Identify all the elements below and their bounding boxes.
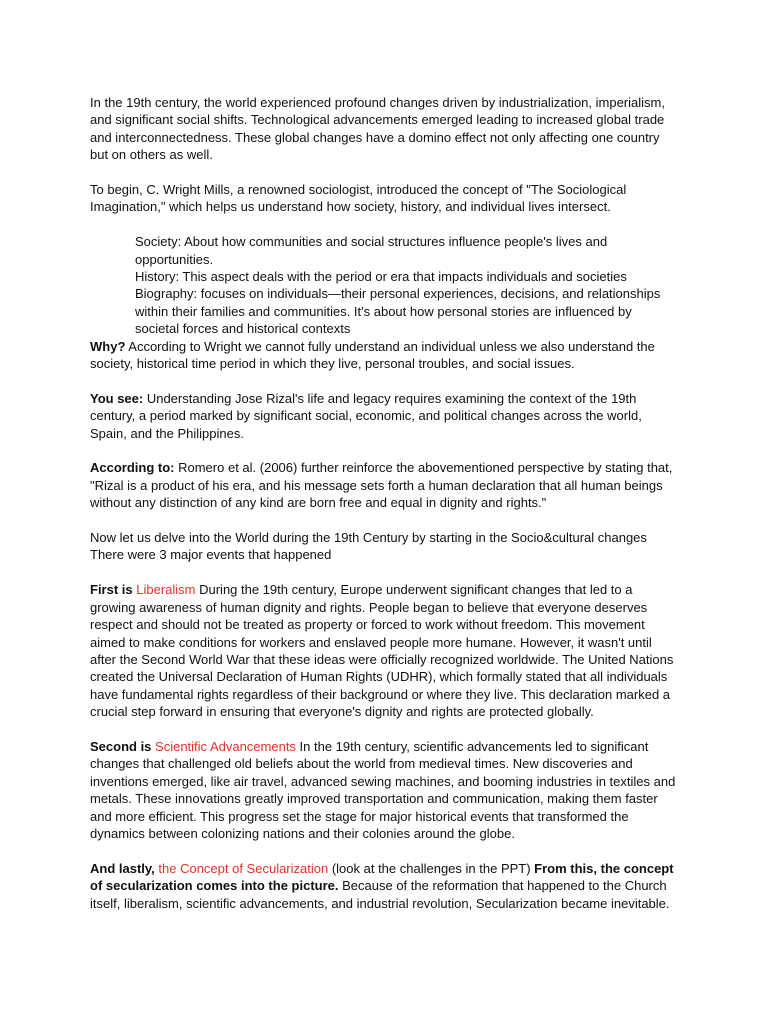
paragraph-according (90, 459, 678, 511)
secularization-text: Because of the reformation that happened to the Church itself, liberalism, scientific advancements, and industrial revolution, Secularization became inevitable. (90, 878, 670, 911)
list-item-history: History: This aspect deals with the period or era that impacts individuals and societies (135, 269, 627, 285)
you-see-label: You see: (90, 390, 144, 406)
paragraph-you-see (90, 390, 678, 442)
you-see-text: Understanding Jose Rizal's life and legacy requires examining the context of the 19th century, a period marked by significant social, economic, and political changes across the world, Spain, and the Philippines. (90, 390, 642, 441)
secularization-bold: From this, the concept of secularization comes into the picture. (90, 860, 674, 894)
paragraph-secularization (90, 860, 678, 912)
paragraph-mills: To begin, C. Wright Mills, a renowned sociologist, introduced the concept of "The Sociological Imagination," which helps us understand how society, history, and individual lives intersect. (90, 182, 627, 215)
list-item-biography: Biography: focuses on individuals—their personal experiences, decisions, and relationships within their families and communities. It's about how personal stories are influenced by societal forces and historical contexts (135, 286, 661, 337)
second-label: Second is (90, 738, 156, 754)
paragraph-scientific (90, 738, 678, 842)
paragraph-liberalism (90, 581, 678, 720)
paragraph-intro: In the 19th century, the world experienced profound changes driven by industrialization, imperialism, and significant social shifts. Technological advancements emerged leading to increased global trade and interconnectedness. These global changes have a domino effect not only affecting one country but on others as well. (90, 95, 665, 163)
first-label: First is (90, 582, 137, 598)
secularization-term: the Concept of Secularization (158, 860, 329, 876)
imagination-list (90, 233, 678, 337)
scientific-term: Scientific Advancements (155, 738, 296, 754)
according-text: Romero et al. (2006) further reinforce the abovementioned perspective by stating that, "Rizal is a product of his era, and his message sets forth a human declaration that all human beings without any distinction of any kind are born free and equal in dignity and rights." (90, 460, 673, 511)
secularization-mid: (look at the challenges in the PPT) (328, 860, 535, 876)
according-label: According to: (90, 460, 175, 476)
scientific-text: In the 19th century, scientific advancements led to significant changes that challenged old beliefs about the world from medieval times. New discoveries and inventions emerged, like air travel, advanced sewing machines, and booming industries in textiles and metals. These innovations greatly improved transportation and communication, making them faster and more efficient. This progress set the stage for major historical events that transformed the dynamics between colonizing nations and their colonies around the globe. (90, 738, 676, 841)
paragraph-why (90, 338, 678, 373)
list-item-society: Society: About how communities and social structures influence people's lives and opportunities. (135, 234, 608, 267)
paragraph-delve: Now let us delve into the World during the 19th Century by starting in the Socio&cultural changes There were 3 major events that happened (90, 530, 647, 563)
liberalism-text: During the 19th century, Europe underwent significant changes that led to a growing awareness of human dignity and rights. People began to believe that everyone deserves respect and should not be treated as property or forced to work without freedom. This movement aimed to make conditions for workers and enslaved people more humane. However, it wasn't until after the Second World War that these ideas were officially recognized worldwide. The United Nations created the Universal Declaration of Human Rights (UDHR), which formally stated that all individuals have fundamental rights regardless of their background or where they live. This declaration marked a crucial step forward in ensuring that everyone's dignity and rights are protected globally. (90, 582, 674, 720)
liberalism-term: Liberalism (136, 582, 196, 598)
why-text: According to Wright we cannot fully understand an individual unless we also understand the society, historical time period in which they live, personal troubles, and social issues. (90, 338, 655, 372)
why-label: Why? (90, 338, 126, 354)
last-label: And lastly, (90, 860, 159, 876)
